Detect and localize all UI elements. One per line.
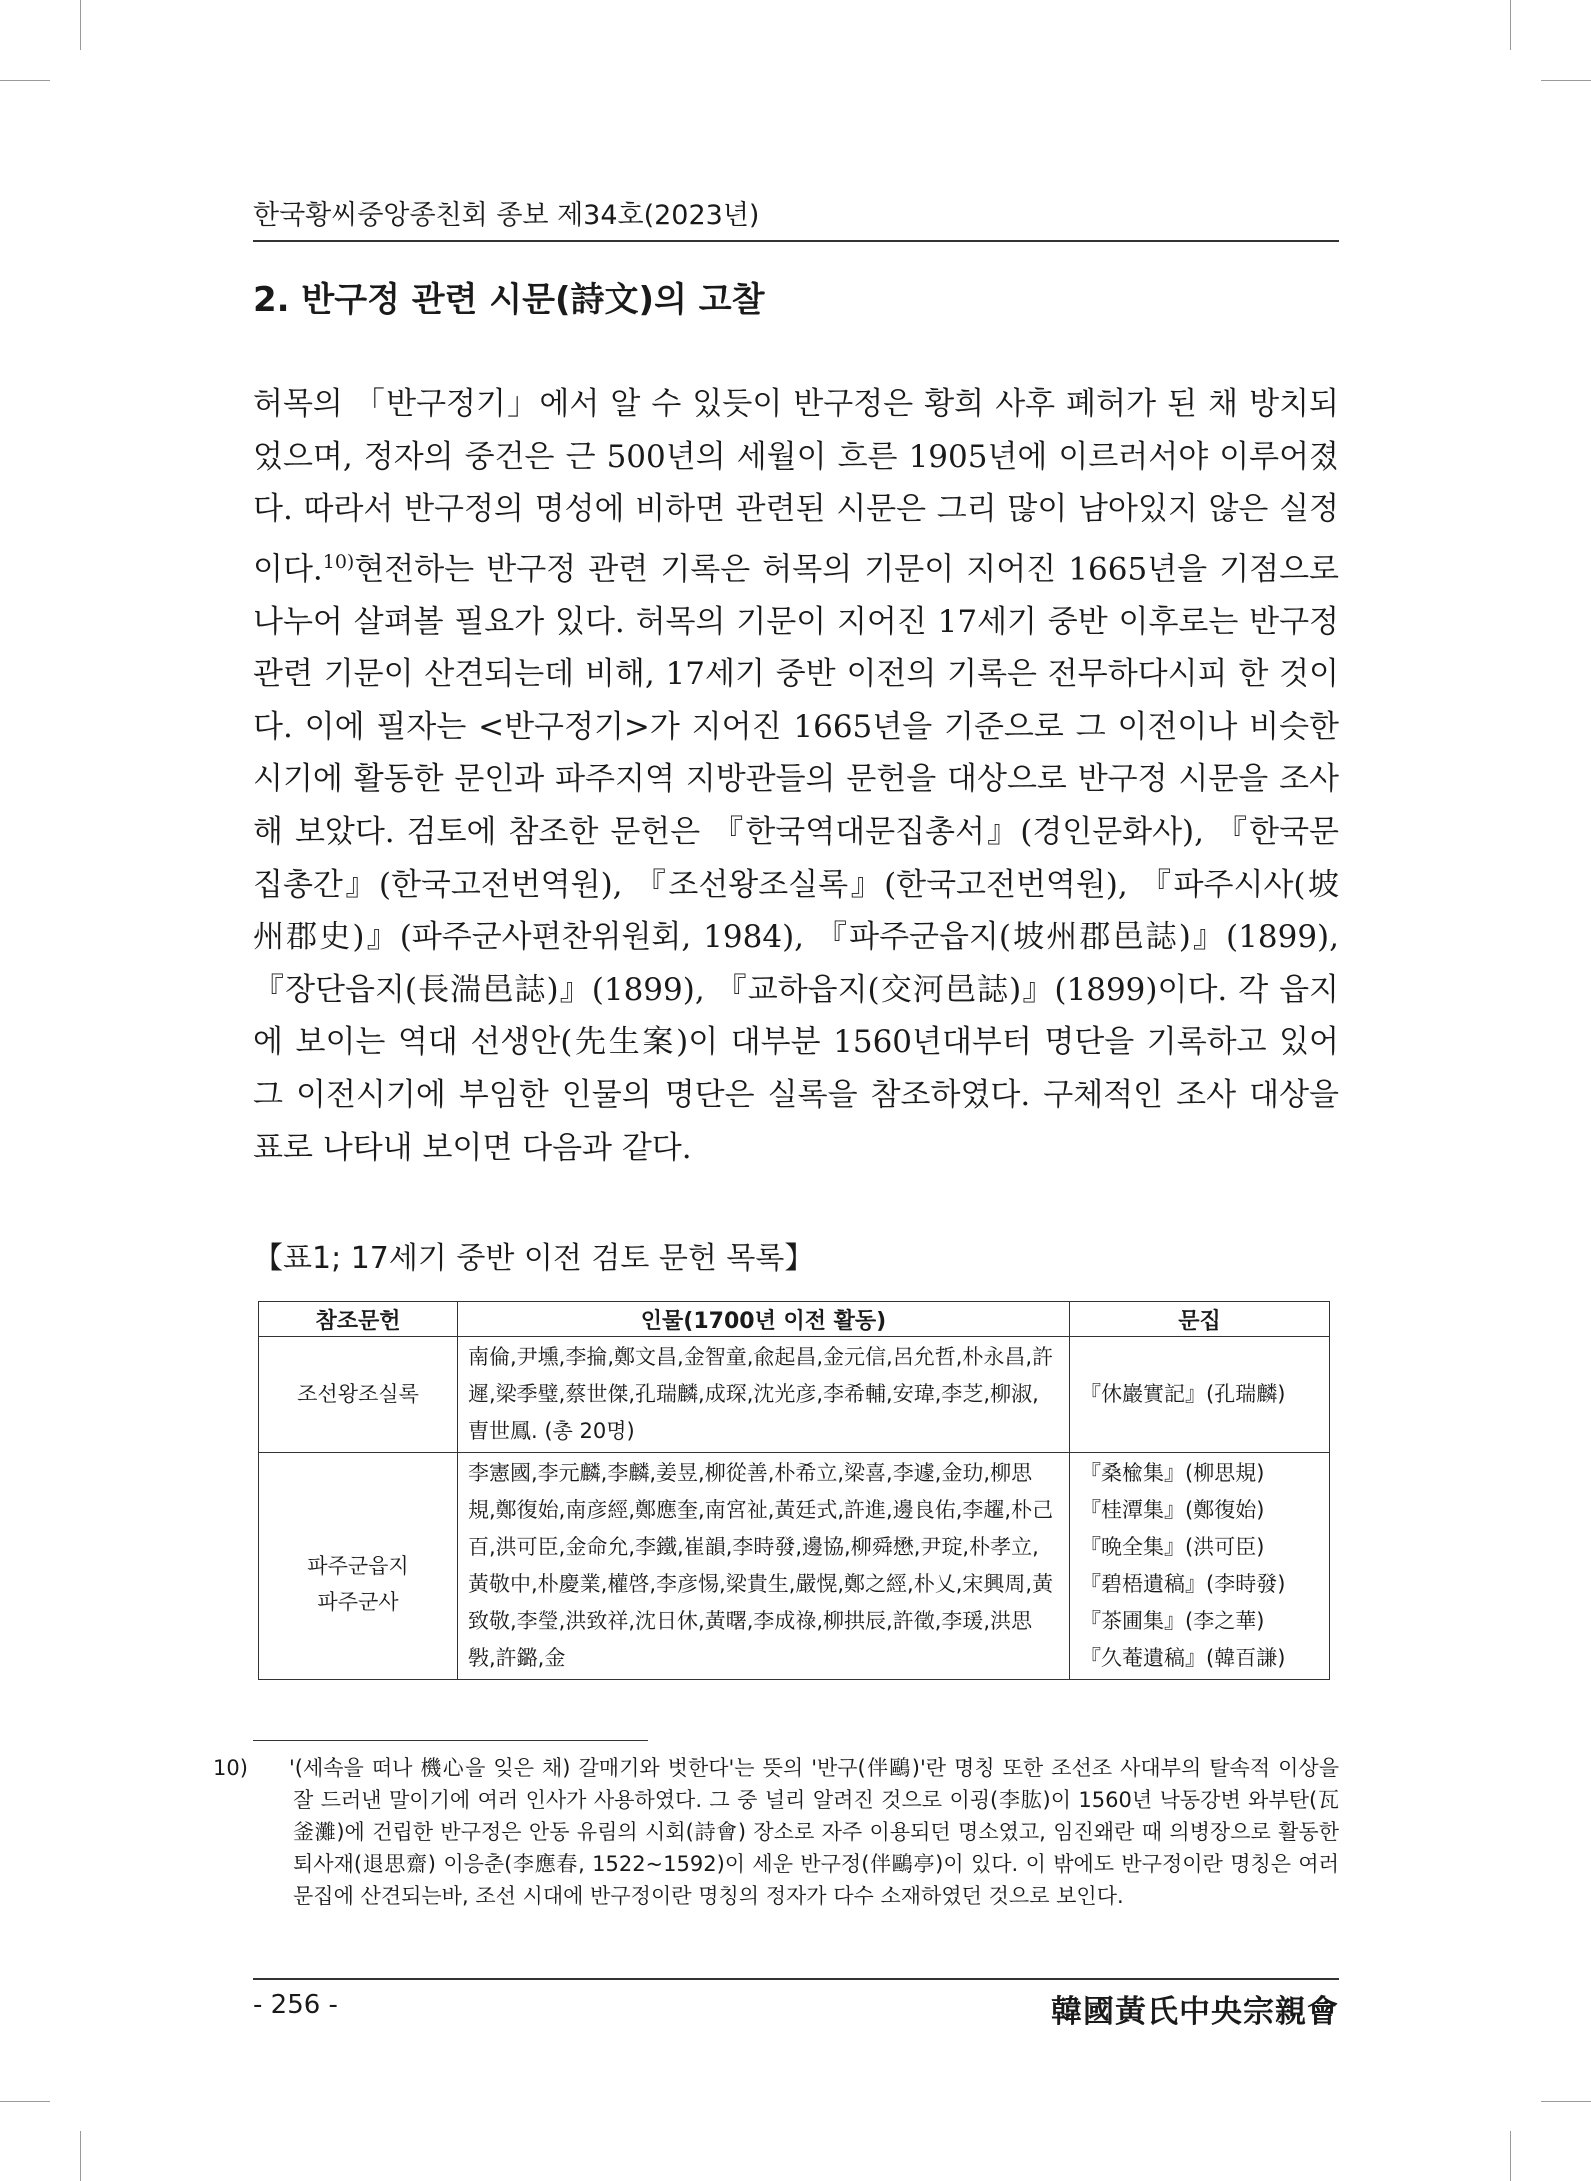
column-header: 인물(1700년 이전 활동) — [458, 1302, 1070, 1337]
column-header: 참조문헌 — [259, 1302, 458, 1337]
reference-table — [258, 1301, 1330, 1680]
crop-mark — [0, 2101, 50, 2102]
running-header: 한국황씨중앙종친회 종보 제34호(2023년) — [253, 200, 760, 231]
crop-mark — [1510, 0, 1511, 50]
footnote-divider — [253, 1740, 648, 1741]
column-header: 문집 — [1070, 1302, 1330, 1337]
table-header-row — [259, 1302, 1330, 1337]
body-text-part: 허목의 「반구정기」에서 알 수 있듯이 반구정은 황희 사후 폐허가 된 채 방치되었으며, 정자의 중건은 근 500년의 세월이 흐른 1905년에 이르러서야 이루어졌다. 따라서 반구정의 명성에 비하면 관련된 시문은 그리 많이 남아있지 않은 실정이다. — [253, 386, 1339, 588]
collection-item: 『桂潭集』(鄭復始) — [1080, 1498, 1265, 1522]
footnote — [213, 1752, 1339, 1912]
organization-name: 韓國黃氏中央宗親會 — [1051, 1994, 1339, 2030]
collection-item: 『久菴遺稿』(韓百謙) — [1080, 1646, 1286, 1670]
crop-mark — [80, 0, 81, 50]
body-text — [253, 378, 1339, 1174]
section-title: 2. 반구정 관련 시문(詩文)의 고찰 — [253, 280, 765, 320]
collection-item: 『碧梧遺稿』(李時發) — [1080, 1572, 1286, 1596]
page-number: - 256 - — [253, 1990, 338, 2020]
body-text-part: 현전하는 반구정 관련 기록은 허목의 기문이 지어진 1665년을 기점으로 나누어 살펴볼 필요가 있다. 허목의 기문이 지어진 17세기 중반 이후로는 반구정 관련 기문이 산견되는데 비해, 17세기 중반 이전의 기록은 전무하다시피 한 것이다. 이에 필자는 <반구정기>가 지어진 1665년을 기준으로 그 이전이나 비슷한 시기에 활동한 문인과 파주지역 지방관들의 문헌을 대상으로 반구정 시문을 조사해 보았다. 검토에 참조한 문헌은 『한국역대문집총서』(경인문화사), 『한국문집총간』(한국고전번역원), 『조선왕조실록』(한국고전번역원), 『파주시사(坡州郡史)』(파주군사편찬위원회, 1984), 『파주군읍지(坡州郡邑誌)』(1899), 『장단읍지(長湍邑誌)』(1899), 『교하읍지(交河邑誌)』(1899)이다. 각 읍지에 보이는 역대 선생안(先生案)이 대부분 1560년대부터 명단을 기록하고 있어 그 이전시기에 부임한 인물의 명단은 실록을 참조하였다. 구체적인 조사 대상을 표로 나타내 보이면 다음과 같다. — [253, 551, 1339, 1166]
table-row — [259, 1453, 1330, 1680]
table-caption: 【표1; 17세기 중반 이전 검토 문헌 목록】 — [253, 1241, 815, 1276]
crop-mark — [1541, 80, 1591, 81]
footnote-number: 10) — [213, 1756, 248, 1780]
people-cell: 南倫,尹壎,李掄,鄭文昌,金智童,兪起昌,金元信,呂允哲,朴永昌,許遲,梁季璧,蔡世傑,孔瑞麟,成琛,沈光彦,李希輔,安瑋,李芝,柳淑,曺世鳳. (총 20명) — [458, 1337, 1070, 1453]
collections-cell — [1070, 1337, 1330, 1453]
footnote-body — [213, 1752, 1339, 1912]
collection-item: 『桑楡集』(柳思規) — [1080, 1461, 1265, 1485]
collection-item: 『晩全集』(洪可臣) — [1080, 1535, 1265, 1559]
body-paragraph — [253, 378, 1339, 1174]
crop-mark — [80, 2131, 81, 2181]
source-cell — [259, 1453, 458, 1680]
collections-cell — [1070, 1453, 1330, 1680]
footer-divider — [253, 1978, 1339, 1980]
collection-item: 『休巖實記』(孔瑞麟) — [1080, 1382, 1286, 1406]
collection-item: 『茶圃集』(李之華) — [1080, 1609, 1265, 1633]
table-row — [259, 1337, 1330, 1453]
footnote-reference[interactable]: 10) — [322, 550, 355, 573]
source-cell: 조선왕조실록 — [259, 1337, 458, 1453]
source-label: 파주군읍지 파주군사 — [307, 1554, 409, 1614]
footnote-text: '(세속을 떠나 機心을 잊은 채) 갈매기와 벗한다'는 뜻의 '반구(伴鷗)'란 명칭 또한 조선조 사대부의 탈속적 이상을 잘 드러낸 말이기에 여러 인사가 사용하였다. 그 중 널리 알려진 것으로 이굉(李肱)이 1560년 낙동강변 와부탄(瓦釜灘)에 건립한 반구정은 안동 유림의 시회(詩會) 장소로 자주 이용되던 명소였고, 임진왜란 때 의병장으로 활동한 퇴사재(退思齋) 이응춘(李應春, 1522~1592)이 세운 반구정(伴鷗亭)이 있다. 이 밖에도 반구정이란 명칭은 여러 문집에 산견되는바, 조선 시대에 반구정이란 명칭의 정자가 다수 소재하였던 것으로 보인다. — [289, 1756, 1339, 1908]
crop-mark — [1510, 2131, 1511, 2181]
people-cell: 李憲國,李元麟,李麟,姜昱,柳從善,朴希立,梁喜,李遽,金玏,柳思規,鄭復始,南彦經,鄭應奎,南宮祉,黃廷式,許進,邊良佑,李趯,朴己百,洪可臣,金命允,李鐵,崔韻,李時發,邊協,柳舜懋,尹琔,朴孝立,黃敬中,朴慶業,權啓,李彦惕,梁貴生,嚴愰,鄭之經,朴乂,宋興周,黃致敬,李瑩,洪致祥,沈日休,黃曙,李成祿,柳拱辰,許徵,李瑗,洪思斅,許鏴,金 — [458, 1453, 1070, 1680]
header-divider — [253, 240, 1339, 242]
crop-mark — [0, 80, 50, 81]
crop-mark — [1541, 2101, 1591, 2102]
